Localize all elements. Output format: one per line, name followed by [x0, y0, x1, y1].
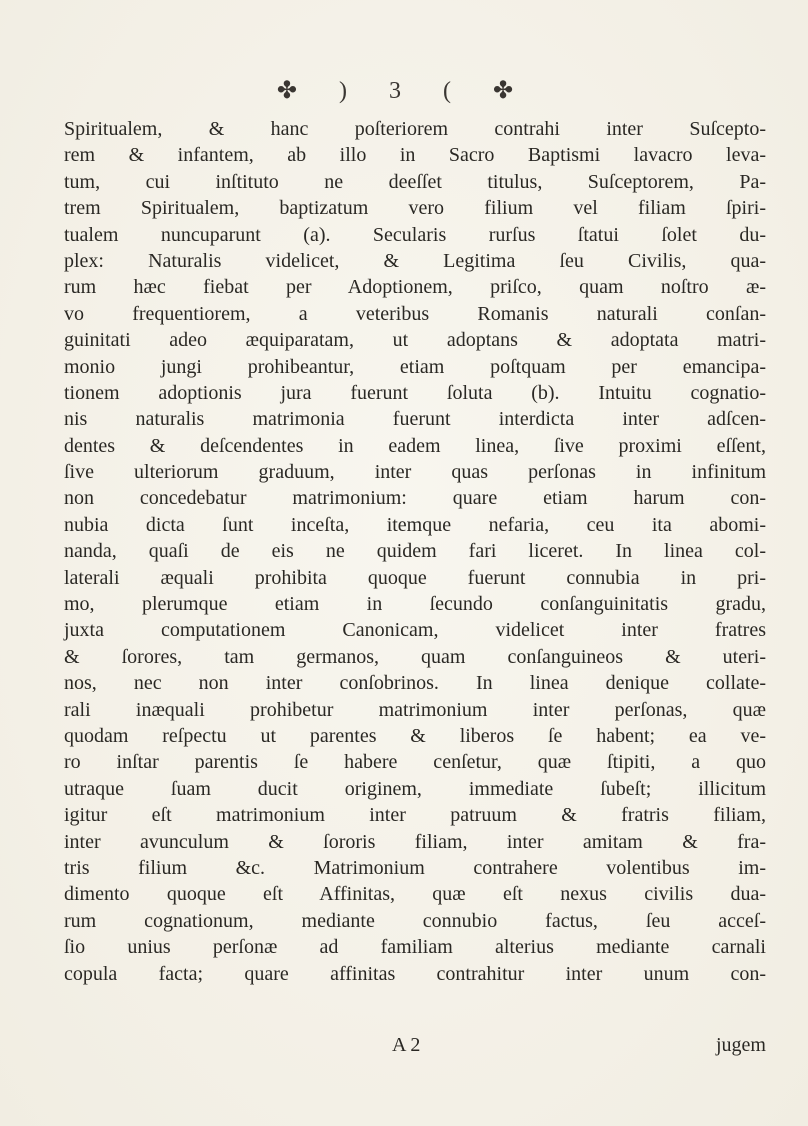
text-line: tum, cui inſtituto ne deeſſet titulus, Suſceptorem, Pa-	[64, 170, 766, 193]
text-line: utraque ſuam ducit originem, immediate ſubeſt; illicitum	[64, 777, 766, 800]
text-line: nos, nec non inter conſobrinos. In linea denique collate-	[64, 672, 766, 695]
text-line: tris filium &c. Matrimonium contrahere volentibus im-	[64, 856, 766, 879]
signature-mark: A 2	[392, 1034, 421, 1056]
text-line: dentes & deſcendentes in eadem linea, ſive proximi eſſent,	[64, 434, 766, 457]
text-line: Spiritualem, & hanc poſteriorem contrahi inter Suſcepto-	[64, 118, 766, 140]
text-line: nis naturalis matrimonia fuerunt interdicta inter adſcen-	[64, 408, 766, 431]
text-line: copula facta; quare affinitas contrahitur inter unum con-	[64, 962, 766, 985]
text-line: juxta computationem Canonicam, videlicet inter fratres	[64, 619, 766, 642]
text-line: laterali æquali prohibita quoque fuerunt connubia in pri-	[64, 566, 766, 589]
text-line: ro inſtar parentis ſe habere cenſetur, quæ ſtipiti, a quo	[64, 751, 766, 774]
text-line: dimento quoque eſt Affinitas, quæ eſt nexus civilis dua-	[64, 883, 766, 906]
text-line: mo, plerumque etiam in ſecundo conſanguinitatis gradu,	[64, 593, 766, 616]
text-line: guinitati adeo æquiparatam, ut adoptans & adoptata matri-	[64, 329, 766, 352]
text-line: trem Spiritualem, baptizatum vero filium vel filiam ſpiri-	[64, 197, 766, 220]
text-line: rali inæquali prohibetur matrimonium inter perſonas, quæ	[64, 698, 766, 721]
text-line: tualem nuncuparunt (a). Secularis rurſus ſtatui ſolet du-	[64, 223, 766, 246]
text-line: nanda, quaſi de eis ne quidem fari liceret. In linea col-	[64, 540, 766, 563]
text-line: quodam reſpectu ut parentes & liberos ſe habent; ea ve-	[64, 724, 766, 747]
text-line: & ſorores, tam germanos, quam conſanguineos & uteri-	[64, 645, 766, 668]
text-line: ſio unius perſonæ ad familiam alterius mediante carnali	[64, 936, 766, 959]
text-line: tionem adoptionis jura fuerunt ſoluta (b). Intuitu cognatio-	[64, 381, 766, 404]
text-line: ſive ulteriorum graduum, inter quas perſonas in infinitum	[64, 461, 766, 484]
text-line: monio jungi prohibeantur, etiam poſtquam per emancipa-	[64, 355, 766, 378]
text-line: non concedebatur matrimonium: quare etiam harum con-	[64, 487, 766, 510]
text-line: rum cognationum, mediante connubio factus, ſeu acceſ-	[64, 909, 766, 932]
page-number-header: ✤ ) 3 ( ✤	[276, 78, 532, 104]
text-line: plex: Naturalis videlicet, & Legitima ſeu Civilis, qua-	[64, 249, 766, 272]
text-line: inter avunculum & ſororis filiam, inter amitam & fra-	[64, 830, 766, 853]
text-line: rum hæc fiebat per Adoptionem, priſco, quam noſtro æ-	[64, 276, 766, 299]
text-line: igitur eſt matrimonium inter patruum & fratris filiam,	[64, 804, 766, 827]
text-line: vo frequentiorem, a veteribus Romanis naturali conſan-	[64, 302, 766, 325]
text-line: rem & infantem, ab illo in Sacro Baptismi lavacro leva-	[64, 144, 766, 167]
body-text	[64, 116, 766, 987]
catchword: jugem	[716, 1034, 766, 1056]
page-footer	[64, 1034, 766, 1060]
text-line: nubia dicta ſunt inceſta, itemque nefaria, ceu ita abomi-	[64, 513, 766, 536]
